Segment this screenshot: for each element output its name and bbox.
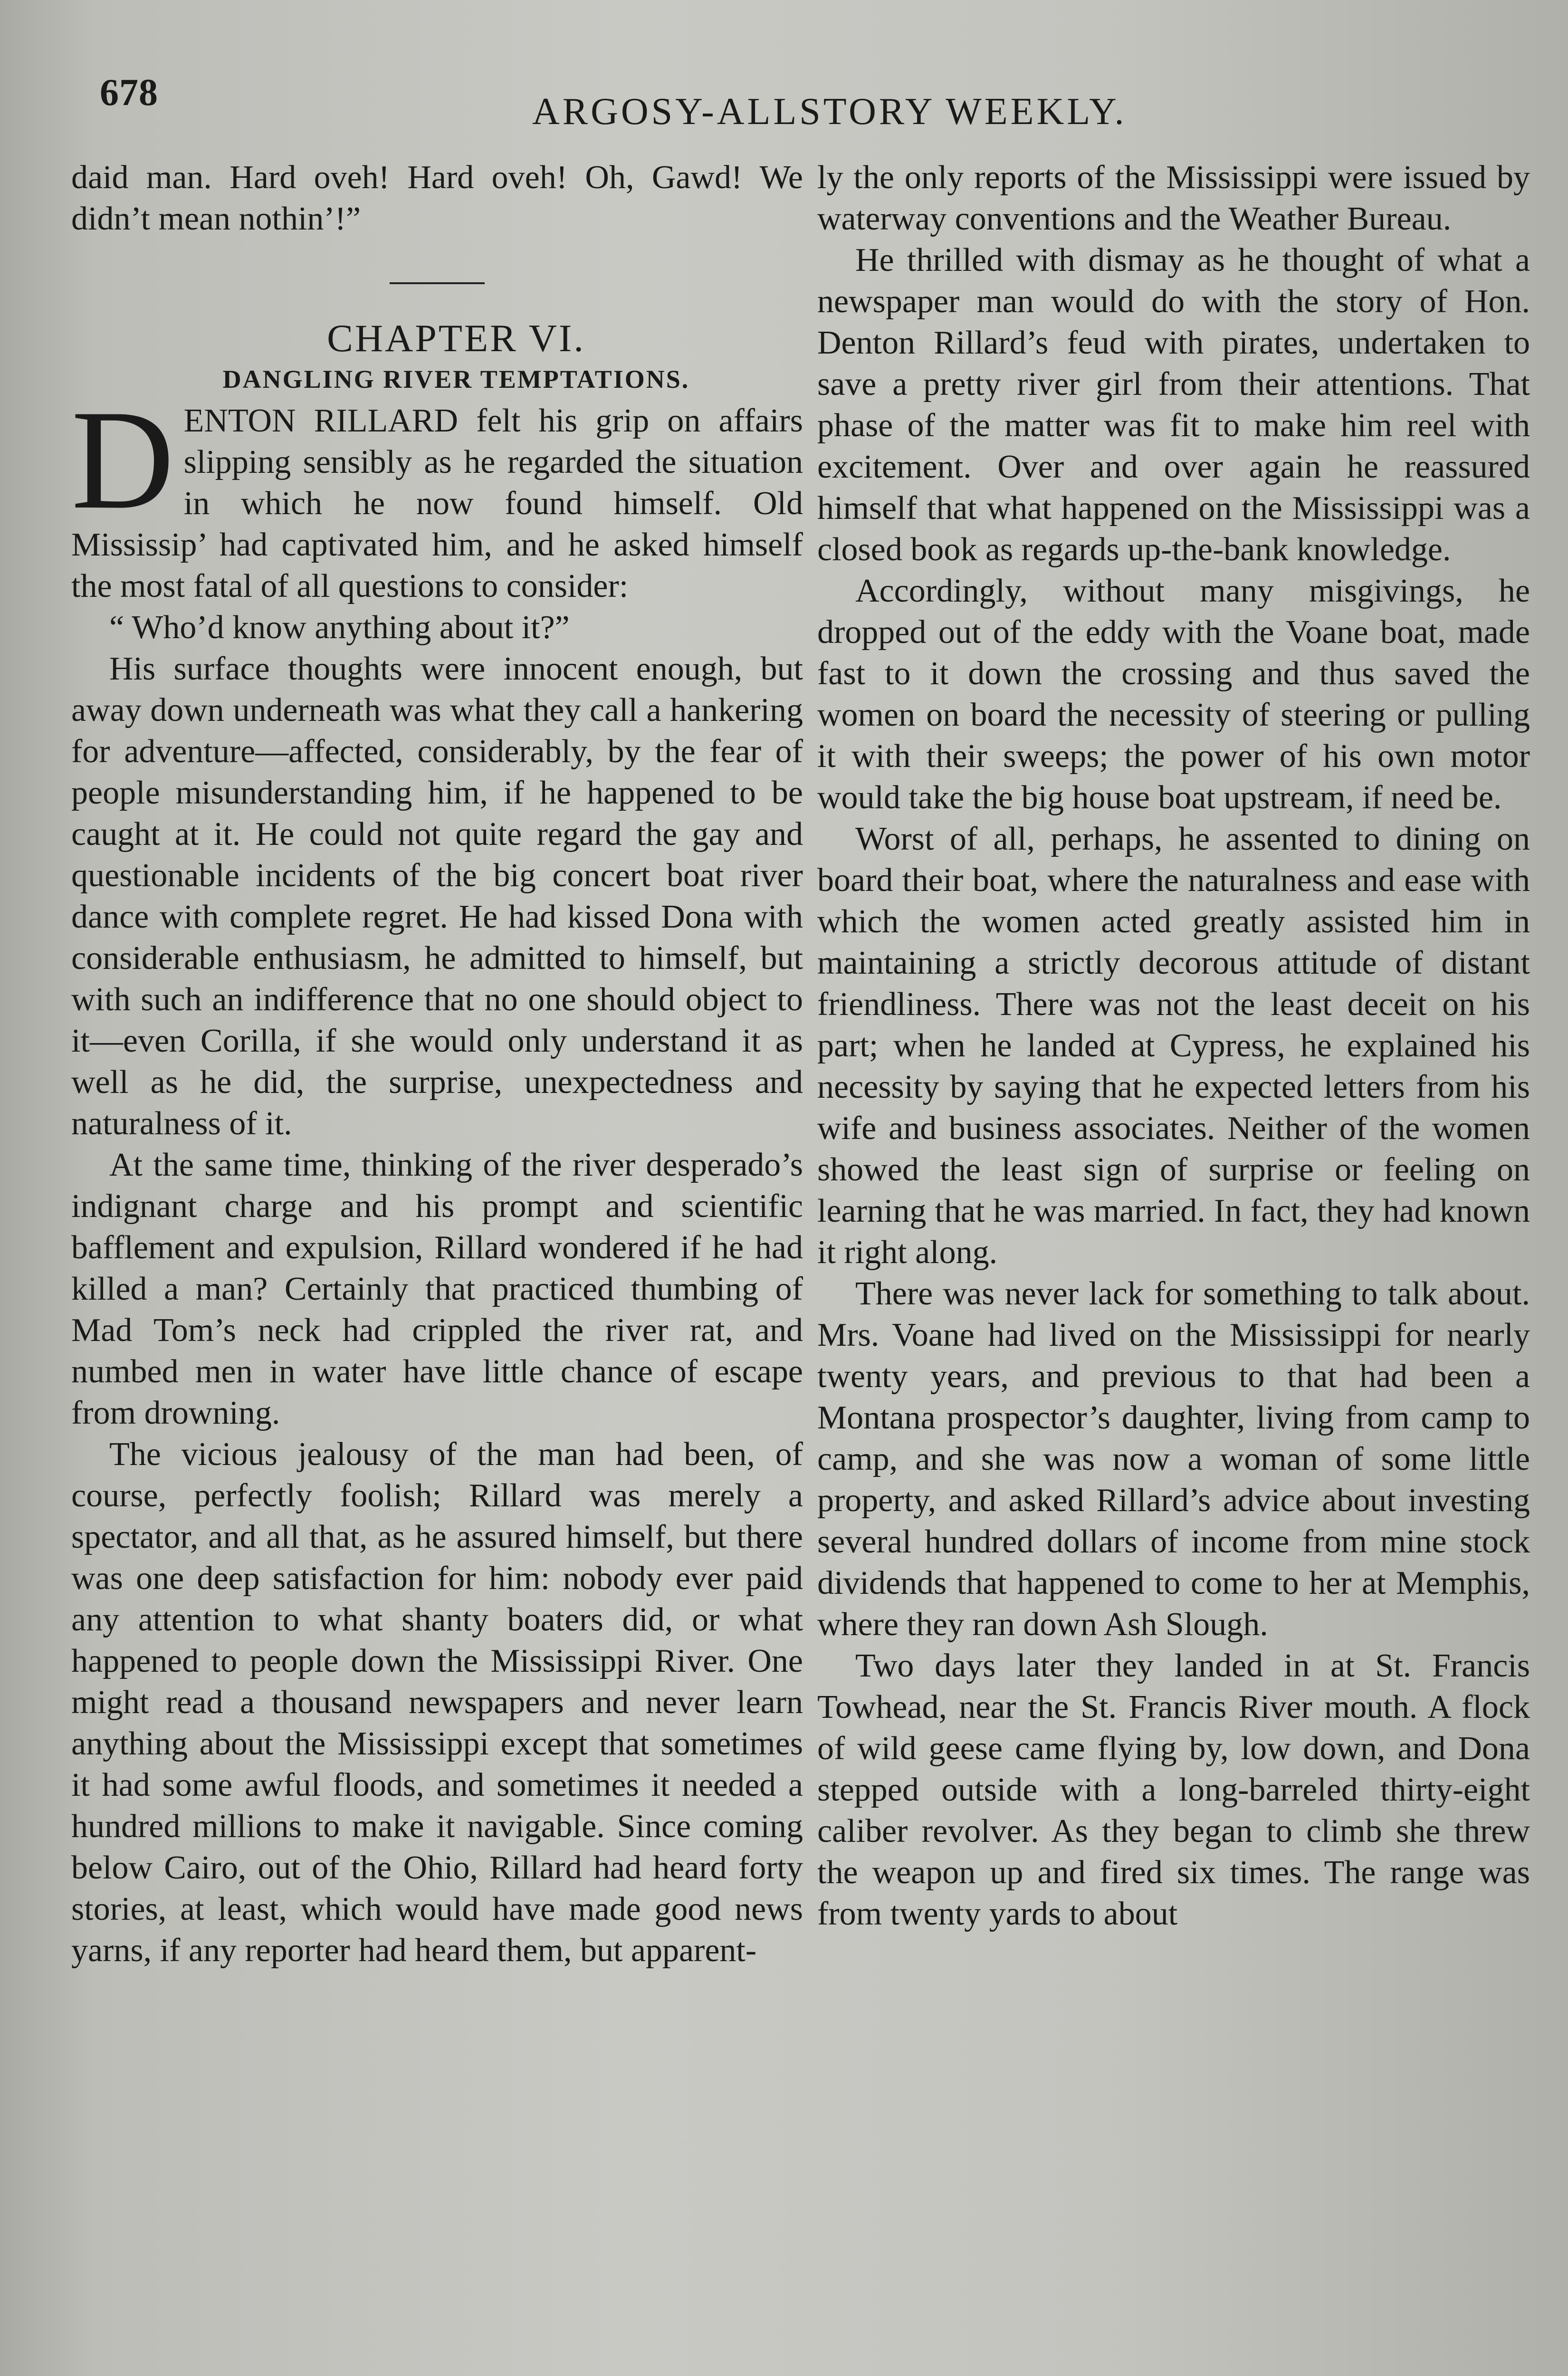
- chapter-subtitle: DANGLING RIVER TEMPTATIONS.: [222, 365, 690, 393]
- opening-paragraph: daid man. Hard oveh! Hard oveh! Oh, Gawd! We didn’t mean nothin’!”: [71, 159, 803, 237]
- left-column: [71, 157, 803, 2376]
- chapter-title: CHAPTER VI.: [327, 316, 585, 360]
- paragraph: There was never lack for something to talk about. Mrs. Voane had lived on the Mississippi for nearly twenty years, and previous to that had been a Montana prospector’s daughter, living from camp to camp, and she was now a woman of some little property, and asked Rillard’s advice about investing several hundred dollars of income from mine stock dividends that happened to come to her at Memphis, where they ran down Ash Slough.: [817, 1275, 1530, 1643]
- paragraph: The vicious jealousy of the man had been, of course, perfectly foolish; Rillard was merely a spectator, and all that, as he assured himself, but there was one deep satisfaction for him: nobody ever paid any attention to what shanty boaters did, or what happened to people down the Mississippi River. One might read a thousand newspapers and never learn anything about the Mississippi except that sometimes it had some awful floods, and sometimes it needed a hundred millions to make it navigable. Since coming below Cairo, out of the Ohio, Rillard had heard forty stories, at least, which would have made good news yarns, if any reporter had heard them, but apparent-: [71, 1436, 803, 1969]
- drop-cap: D: [71, 381, 174, 538]
- paragraph: His surface thoughts were innocent enough, but away down underneath was what they call a hankering for adventure—affected, considerably, by the fear of people misunderstanding him, if he happened to be caught at it. He could not quite regard the gay and questionable incidents of the big concert boat river dance with complete regret. He had kissed Dona with considerable enthusiasm, he admitted to himself, but with such an indifference that no one should object to it—even Corilla, if she would only understand it as well as he did, the surprise, unexpectedness and naturalness of it.: [71, 651, 803, 1142]
- paragraph-text: ENTON RILLARD felt his grip on affairs slipping sensibly as he regarded the situation in which he now found himself. Old Mississip’ had captivated him, and he asked himself the most fatal of all questions to consider:: [71, 402, 803, 604]
- running-head: ARGOSY-ALLSTORY WEEKLY.: [532, 91, 1127, 133]
- paragraph: [71, 381, 803, 607]
- paragraph: ly the only reports of the Mississippi were issued by waterway conventions and the Weather Bureau.: [817, 159, 1530, 237]
- paragraph: “ Who’d know anything about it?”: [109, 609, 570, 646]
- paragraph: Accordingly, without many misgivings, he dropped out of the eddy with the Voane boat, made fast to it down the crossing and thus saved the women on board the necessity of steering or pulling it with their sweeps; the power of his own motor would take the big house boat upstream, if need be.: [817, 573, 1530, 816]
- paragraph: At the same time, thinking of the river desperado’s indignant charge and his prompt and scientific bafflement and expulsion, Rillard wondered if he had killed a man? Certainly that practiced thumbing of Mad Tom’s neck had crippled the river rat, and numbed men in water have little chance of escape from drowning.: [71, 1147, 803, 1431]
- paragraph: Two days later they landed in at St. Francis Towhead, near the St. Francis River mouth. A flock of wild geese came flying by, low down, and Dona stepped outside with a long-barreled thirty-eight caliber revolver. As they began to climb she threw the weapon up and fired six times. The range was from twenty yards to about: [817, 1648, 1530, 1932]
- paragraph: He thrilled with dismay as he thought of what a newspaper man would do with the story of Hon. Denton Rillard’s feud with pirates, undertaken to save a pretty river girl from their attentions. That phase of the matter was fit to make him reel with excitement. Over and over again he reassured himself that what happened on the Mississippi was a closed book as regards up-the-bank knowledge.: [817, 242, 1530, 568]
- page-number: 678: [100, 72, 158, 114]
- paragraph: Worst of all, perhaps, he assented to dining on board their boat, where the naturalness and ease with which the women acted greatly assisted him in maintaining a strictly decorous attitude of distant friendliness. There was not the least deceit on his part; when he landed at Cypress, he explained his necessity by saying that he expected letters from his wife and business associates. Neither of the women showed the least sign of surprise or feeling on learning that he was married. In fact, they had known it right along.: [817, 821, 1530, 1271]
- right-column: [817, 157, 1530, 2376]
- section-divider: [390, 282, 485, 284]
